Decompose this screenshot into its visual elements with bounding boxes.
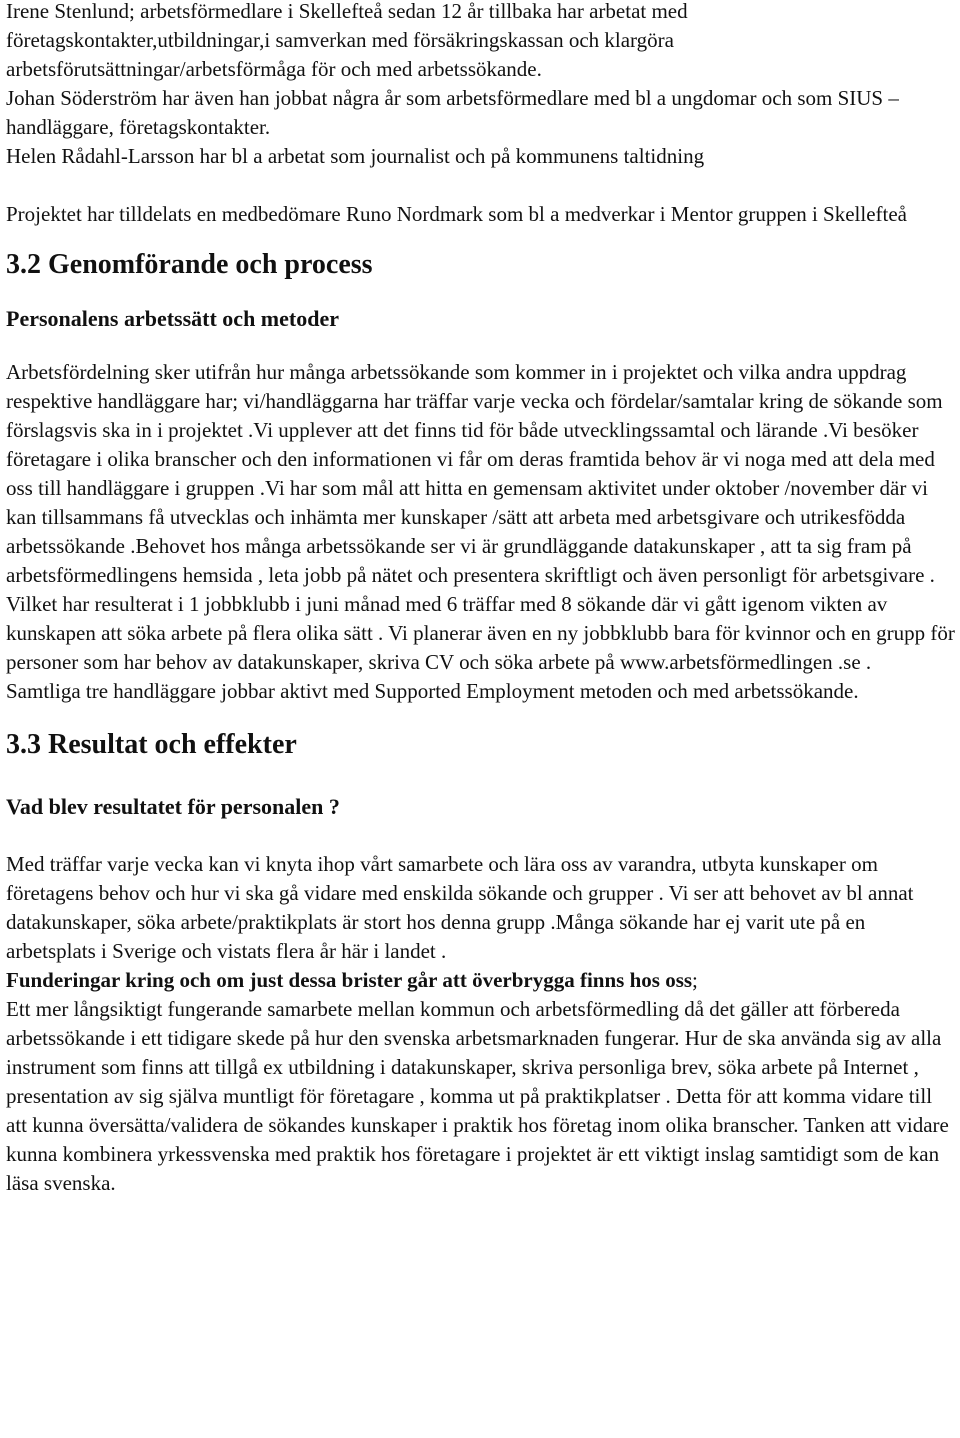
- section-heading-3-3: 3.3 Resultat och effekter: [6, 729, 297, 760]
- section-3-3-body-collaboration: Ett mer långsiktigt fungerande samarbete mellan kommun och arbetsförmedling då det gäller att förbereda arbetssökande i ett tidigare skede på hur den svenska arbetsmarknaden fungerar. Hur de ska använda sig av alla instrument som finns att tillgå ex utbildning i datakunskaper, skriva personliga brev, söka arbete på Internet , presentation av sig själva muntligt för företagare , komma ut på praktikplatser . Detta för att komma vidare till att kunna översätta/validera de sökandes kunskaper i praktik hos företag inom olika branscher. Tanken att vidare kunna kombinera yrkessvenska med praktik hos företagare i projektet är ett viktigt inslag samtidigt som de kan läsa svenska.: [6, 997, 949, 1195]
- intro-paragraph-staff-irene: Irene Stenlund; arbetsförmedlare i Skellefteå sedan 12 år tillbaka har arbetat med företagskontakter,utbildningar,i samverkan med försäkringskassan och klargöra arbetsförutsättningar/arbetsförmåga för och med arbetssökande.: [6, 0, 688, 81]
- intro-paragraph-staff-helen: Helen Rådahl-Larsson har bl a arbetat som journalist och på kommunens taltidning: [6, 144, 705, 168]
- bold-heading-suffix: ;: [692, 968, 698, 992]
- intro-paragraph-reviewer: Projektet har tilldelats en medbedömare Runo Nordmark som bl a medverkar i Mentor gruppen i Skellefteå: [6, 202, 907, 226]
- bold-heading-reflections: Funderingar kring och om just dessa brister går att överbrygga finns hos oss: [6, 968, 693, 992]
- intro-paragraph-staff-johan: Johan Söderström har även han jobbat några år som arbetsförmedlare med bl a ungdomar och som SIUS –handläggare, företagskontakter.: [6, 86, 899, 139]
- section-heading-3-2: 3.2 Genomförande och process: [6, 249, 373, 280]
- section-3-2-body-supported-employment: Samtliga tre handläggare jobbar aktivt med Supported Employment metoden och med arbetssökande.: [6, 679, 859, 703]
- document-page: [6, 0, 956, 1198]
- subheading-personnel-methods: Personalens arbetssätt och metoder: [6, 306, 339, 331]
- section-3-2-body: Arbetsfördelning sker utifrån hur många arbetssökande som kommer in i projektet och vilka andra uppdrag respektive handläggare har; vi/handläggarna har träffar varje vecka och fördelar/samtalar kring de sökande som förslagsvis ska in i projektet .Vi upplever att det finns tid för både utvecklingssamtal och lärande .Vi besöker företagare i olika branscher och den informationen vi får om deras framtida behov är vi noga med att dela med oss till handläggare i gruppen .Vi har som mål att hitta en gemensam aktivitet under oktober /november där vi kan tillsammans få utvecklas och inhämta mer kunskaper /sätt att arbeta med arbetsgivare och utrikesfödda arbetssökande .Behovet hos många arbetssökande ser vi är grundläggande datakunskaper , att ta sig fram på arbetsförmedlingens hemsida , leta jobb på nätet och presentera skriftligt och även personligt för arbetsgivare . Vilket har resulterat i 1 jobbklubb i juni månad med 6 träffar med 8 sökande där vi gått igenom vikten av kunskapen att söka arbete på flera olika sätt . Vi planerar även en ny jobbklubb bara för kvinnor och en grupp för personer som har behov av datakunskaper, skriva CV och söka arbete på www.arbetsförmedlingen .se .: [6, 360, 955, 674]
- subheading-results-personnel: Vad blev resultatet för personalen ?: [6, 794, 340, 819]
- section-3-3-bold-line: [6, 966, 956, 995]
- section-3-3-body: Med träffar varje vecka kan vi knyta ihop vårt samarbete och lära oss av varandra, utbyta kunskaper om företagens behov och hur vi ska gå vidare med enskilda sökande och grupper . Vi ser att behovet av bl annat datakunskaper, söka arbete/praktikplats är stort hos denna grupp .Många sökande har ej varit ute på en arbetsplats i Sverige och vistats flera år här i landet .: [6, 852, 914, 963]
